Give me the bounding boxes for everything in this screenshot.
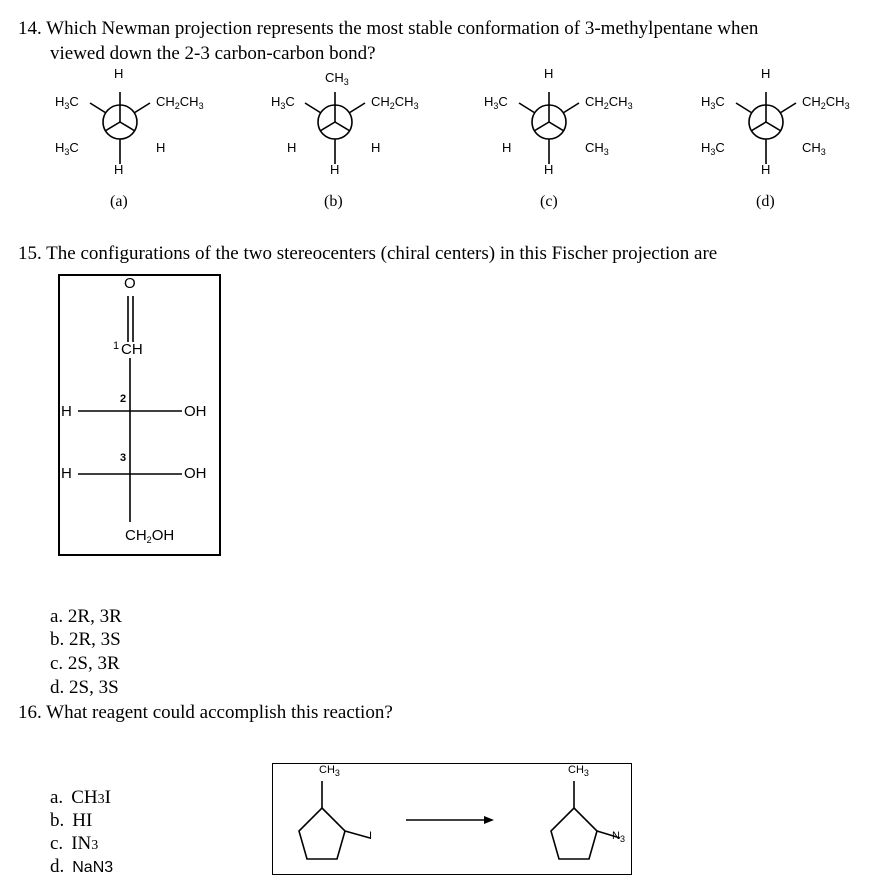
reaction-structures bbox=[272, 763, 632, 875]
newman-a-front-right: $CH_2CH_3$ bbox=[156, 94, 204, 111]
newman-d-back-bottom: H bbox=[761, 162, 771, 177]
newman-b-back-left: H bbox=[287, 140, 297, 155]
newman-c-back-bottom: H bbox=[544, 162, 554, 177]
q15-option-a: a. 2R, 3R bbox=[50, 606, 122, 627]
fischer-c2-left: H bbox=[61, 403, 72, 420]
fischer-oxygen: O bbox=[124, 275, 136, 292]
fischer-c1-number: 1 bbox=[113, 340, 120, 352]
newman-c-back-left: H bbox=[502, 140, 512, 155]
product-methyl: $CH_3$ bbox=[568, 764, 589, 778]
newman-c-front-top: H bbox=[544, 66, 554, 81]
fischer-c3-right: OH bbox=[184, 465, 207, 482]
q15-option-d: d. 2S, 3S bbox=[50, 677, 119, 698]
newman-a-drawing bbox=[88, 86, 152, 168]
newman-d-drawing bbox=[734, 86, 798, 168]
newman-c-back-right: $CH_3$ bbox=[585, 140, 609, 157]
q16-option-a: a. CH3I bbox=[50, 787, 111, 808]
newman-d-back-left: $H_3C$ bbox=[701, 140, 725, 157]
newman-c-front-right: $CH_2CH_3$ bbox=[585, 94, 633, 111]
newman-d-front-left: $H_3C$ bbox=[701, 94, 725, 111]
newman-b-front-right: $CH_2CH_3$ bbox=[371, 94, 419, 111]
newman-a-back-right: H bbox=[156, 140, 166, 155]
newman-c-letter: (c) bbox=[540, 193, 558, 210]
q16-option-b-text: HI bbox=[72, 810, 93, 831]
newman-a-back-left: $H_3C$ bbox=[55, 140, 79, 157]
q16-option-a-text: CH3I bbox=[71, 787, 111, 808]
q14-text-line2: viewed down the 2-3 carbon-carbon bond? bbox=[50, 43, 376, 64]
fischer-c3-left: H bbox=[61, 465, 72, 482]
q15-text: 15. The configurations of the two stereocenters (chiral centers) in this Fischer projection are bbox=[18, 243, 718, 264]
newman-c-drawing bbox=[517, 86, 581, 168]
fischer-c2-right: OH bbox=[184, 403, 207, 420]
newman-b-drawing bbox=[303, 86, 367, 168]
newman-a-front-top: H bbox=[114, 66, 124, 81]
fischer-c3-number: 3 bbox=[120, 452, 127, 464]
newman-d-back-right: $CH_3$ bbox=[802, 140, 826, 157]
newman-d-letter: (d) bbox=[756, 193, 775, 210]
q15-option-c: c. 2S, 3R bbox=[50, 653, 120, 674]
q16-option-d-text: NaN3 bbox=[72, 859, 114, 876]
newman-d-front-right: $CH_2CH_3$ bbox=[802, 94, 850, 111]
newman-b-front-top: $CH_3$ bbox=[325, 70, 349, 87]
fischer-c2-number: 2 bbox=[120, 393, 127, 405]
q16-option-c-text: IN3 bbox=[71, 833, 99, 854]
newman-a-front-left: $H_3C$ bbox=[55, 94, 79, 111]
fischer-c1: CH bbox=[121, 341, 143, 358]
q14-text-line1: 14. Which Newman projection represents the most stable conformation of 3-methylpentane when bbox=[18, 18, 759, 39]
product-azide: $N_3$ bbox=[612, 830, 625, 844]
q16-option-d: d. NaN3 bbox=[50, 856, 114, 877]
newman-c-front-left: $H_3C$ bbox=[484, 94, 508, 111]
newman-d-front-top: H bbox=[761, 66, 771, 81]
q15-option-b: b. 2R, 3S bbox=[50, 629, 121, 650]
q16-option-c: c. IN3 bbox=[50, 833, 99, 854]
reactant-leaving-group: I bbox=[369, 830, 373, 842]
newman-b-back-bottom: H bbox=[330, 162, 340, 177]
q16-option-b: b. HI bbox=[50, 810, 93, 831]
newman-b-letter: (b) bbox=[324, 193, 343, 210]
fischer-bottom: $CH_2OH$ bbox=[125, 527, 175, 545]
newman-a-back-bottom: H bbox=[114, 162, 124, 177]
reactant-methyl: $CH_3$ bbox=[319, 764, 340, 778]
newman-b-front-left: $H_3C$ bbox=[271, 94, 295, 111]
newman-b-back-right: H bbox=[371, 140, 381, 155]
newman-a-letter: (a) bbox=[110, 193, 128, 210]
q16-text: 16. What reagent could accomplish this reaction? bbox=[18, 702, 393, 723]
